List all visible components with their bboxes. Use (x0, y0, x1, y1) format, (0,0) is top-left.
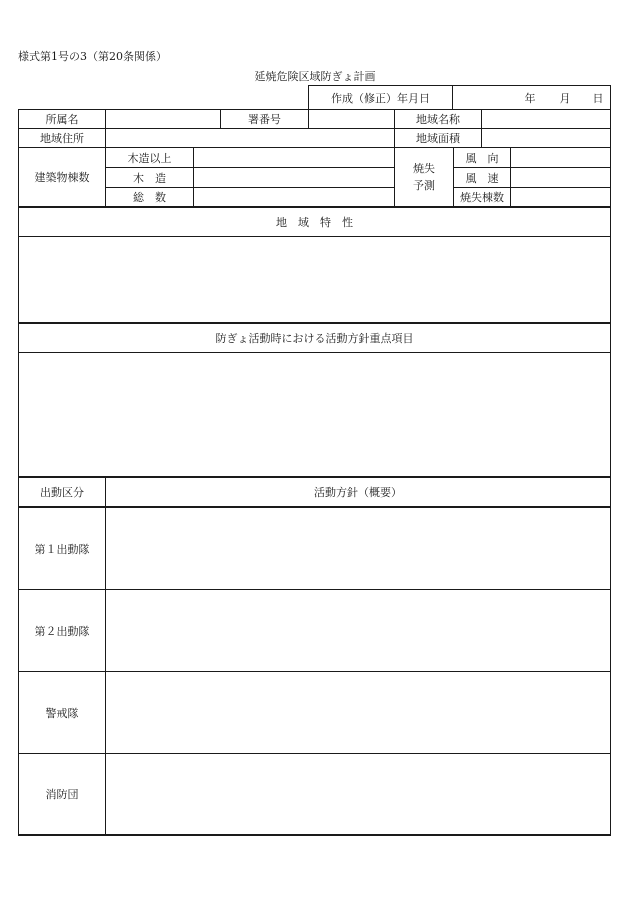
fire-loss-label: 焼失 (413, 162, 435, 175)
policy-overview-header: 活動方針（概要） (314, 486, 402, 499)
building-count-label: 建築物棟数 (34, 171, 90, 184)
address-label: 地域住所 (40, 132, 84, 145)
wooden-plus-label: 木造以上 (127, 151, 172, 165)
dispatch-row-label: 第１出動隊 (34, 542, 90, 556)
area-size-field[interactable] (482, 129, 610, 147)
dispatch-row-label: 消防団 (45, 788, 79, 801)
forecast-label: 予測 (413, 179, 435, 192)
date-label: 作成（修正）年月日 (331, 91, 430, 105)
address-field[interactable] (106, 129, 394, 147)
form-title: 延焼危険区域防ぎょ計画 (254, 70, 376, 83)
form-reference: 様式第1号の3（第20条関係） (18, 50, 167, 63)
month-label: 月 (559, 91, 571, 105)
priorities-heading: 防ぎょ活動時における活動方針重点項目 (215, 332, 414, 345)
wooden-label: 木 造 (133, 171, 166, 185)
burned-count-field[interactable] (511, 188, 610, 206)
affiliation-label: 所属名 (45, 113, 79, 126)
dispatch-row-label: 第２出動隊 (34, 624, 90, 638)
affiliation-field[interactable] (106, 110, 220, 128)
dispatch-row-policy-field[interactable] (106, 754, 610, 834)
dispatch-row-policy-field[interactable] (106, 508, 610, 589)
dispatch-row-policy-field[interactable] (106, 590, 610, 671)
day-label: 日 (592, 91, 604, 105)
area-name-field[interactable] (482, 110, 610, 128)
wind-direction-label: 風 向 (465, 151, 499, 165)
dispatch-row-policy-field[interactable] (106, 672, 610, 753)
station-number-field[interactable] (309, 110, 394, 128)
wind-direction-field[interactable] (511, 148, 610, 167)
total-field[interactable] (194, 188, 394, 206)
dispatch-unit-header: 出動区分 (40, 486, 84, 499)
year-label: 年 (524, 91, 536, 105)
area-size-label: 地域面積 (416, 132, 460, 145)
wooden-plus-field[interactable] (194, 148, 394, 167)
burned-count-label: 焼失棟数 (460, 191, 504, 204)
priorities-field[interactable] (19, 353, 610, 476)
characteristics-heading: 地 域 特 性 (276, 216, 353, 229)
wooden-field[interactable] (194, 168, 394, 187)
dispatch-row-label: 警戒隊 (45, 706, 79, 720)
wind-speed-label: 風 速 (465, 171, 499, 185)
characteristics-field[interactable] (19, 237, 610, 322)
station-number-label: 署番号 (248, 113, 281, 126)
wind-speed-field[interactable] (511, 168, 610, 187)
date-year-field[interactable] (453, 86, 513, 109)
total-label: 総 数 (133, 191, 166, 204)
area-name-label: 地域名称 (416, 113, 460, 126)
